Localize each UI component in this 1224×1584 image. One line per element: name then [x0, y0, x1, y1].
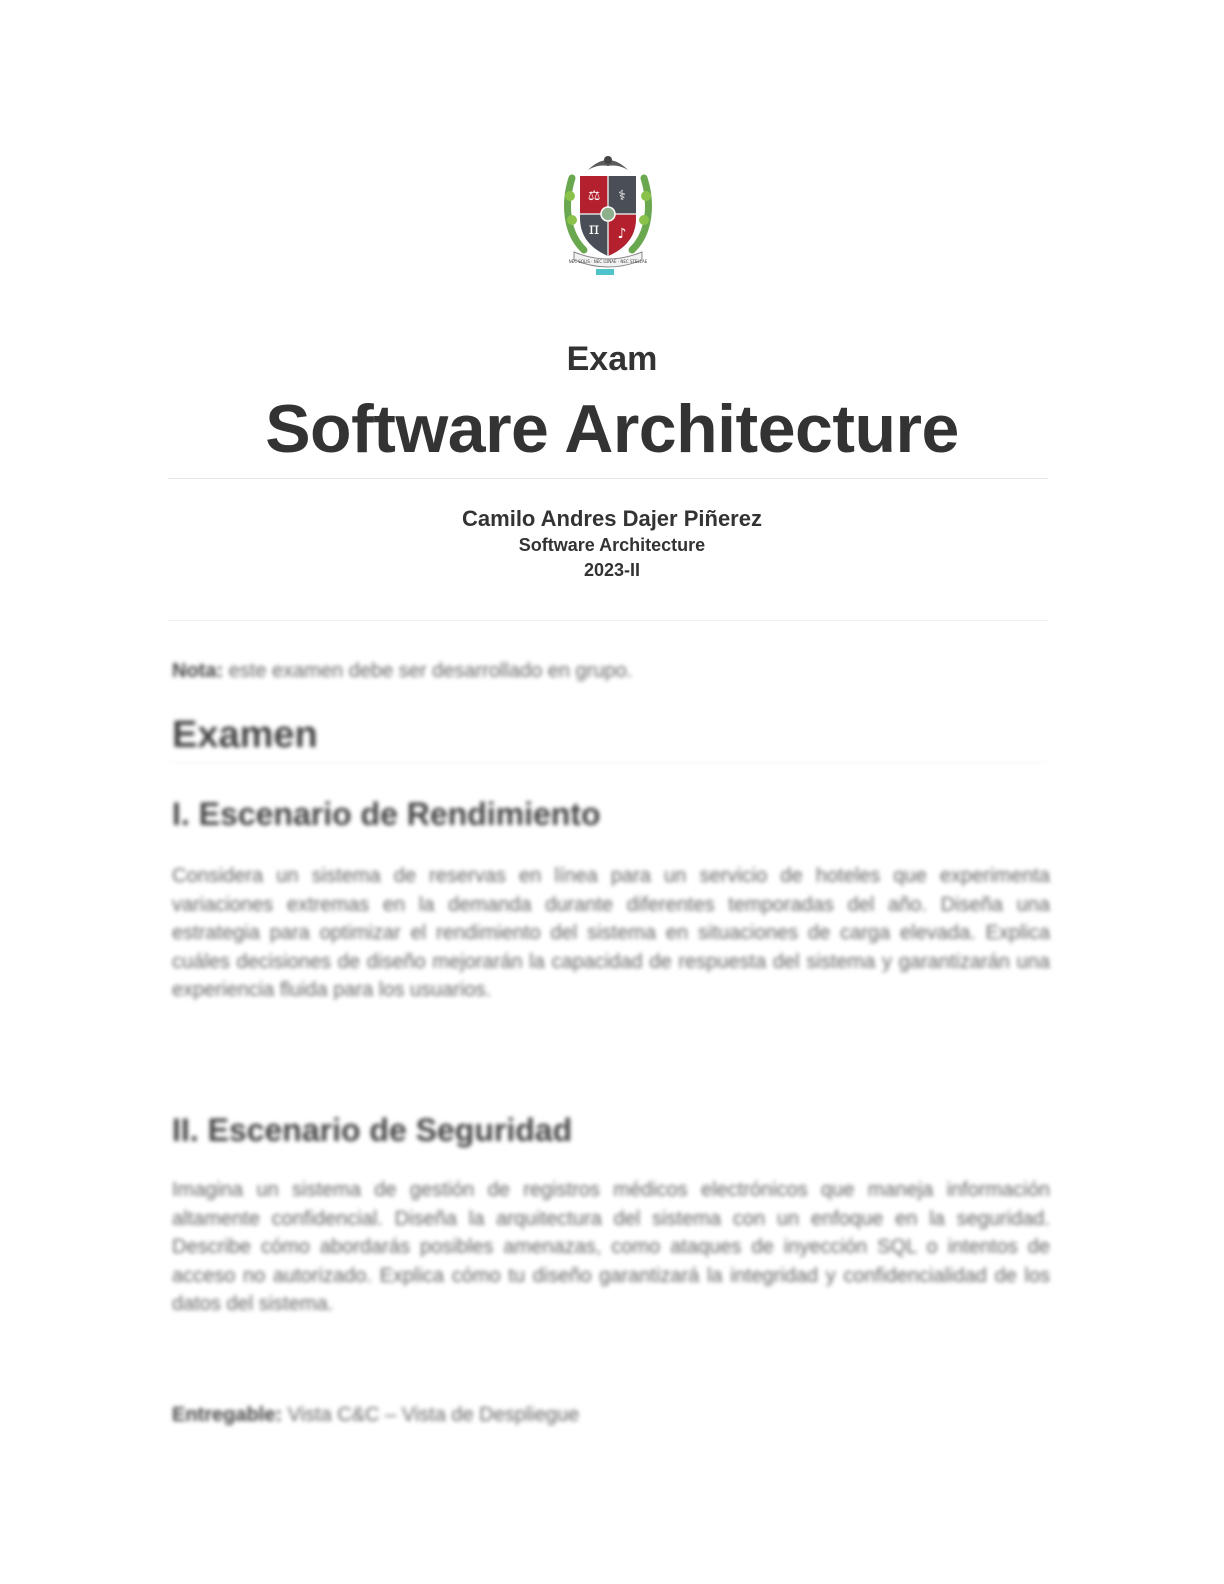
- deliverable-text: Vista C&C – Vista de Despliegue: [282, 1404, 580, 1426]
- svg-text:π: π: [588, 219, 600, 238]
- svg-text:♪: ♪: [617, 226, 627, 242]
- section1-text: Considera un sistema de reservas en línea para un servicio de hoteles que experimenta variaciones extremas en la demanda durante diferentes temporadas del año. Diseña una estrategia para optimizar el rendimiento del sistema en situaciones de carga elevada. Explica cuáles decisiones de diseño mejorarán la capacidad de respuesta del sistema y garantizarán una experiencia fluida para los usuarios.: [172, 865, 1050, 1002]
- deliverable-label: Entregable:: [172, 1404, 283, 1426]
- course-name: Software Architecture: [518, 535, 706, 555]
- university-crest-icon: [562, 148, 654, 280]
- note-line: [172, 660, 632, 683]
- examen-divider: [168, 762, 1048, 763]
- section-heading-examen: Examen: [172, 714, 318, 756]
- title-divider: [168, 478, 1048, 479]
- term-label: 2023-II: [583, 560, 641, 580]
- section2-title: II. Escenario de Seguridad: [172, 1112, 573, 1148]
- svg-text:⚖: ⚖: [587, 188, 601, 204]
- note-label: Nota:: [172, 660, 224, 682]
- page-title: Software Architecture: [265, 391, 959, 467]
- section2-text: Imagina un sistema de gestión de registros médicos electrónicos que maneja información altamente confidencial. Diseña la arquitectura del sistema con un enfoque en la seguridad. Describe cómo abordarás posibles amenazas, como ataques de inyección SQL o intentos de acceso no autorizado. Explica cómo tu diseño garantizará la integridad y confidencialidad de los datos del sistema.: [172, 1179, 1050, 1316]
- exam-label: Exam: [566, 340, 658, 378]
- author-name: Camilo Andres Dajer Piñerez: [462, 506, 762, 531]
- crest-motto: NEC SOLIS · NEC LUNAE · NEC STELLAE: [568, 259, 648, 264]
- svg-text:⚕: ⚕: [618, 188, 626, 204]
- header-divider: [168, 620, 1048, 621]
- note-text: este examen debe ser desarrollado en grupo.: [223, 660, 633, 682]
- section1-title: I. Escenario de Rendimiento: [172, 796, 601, 832]
- deliverable-line: [172, 1404, 579, 1427]
